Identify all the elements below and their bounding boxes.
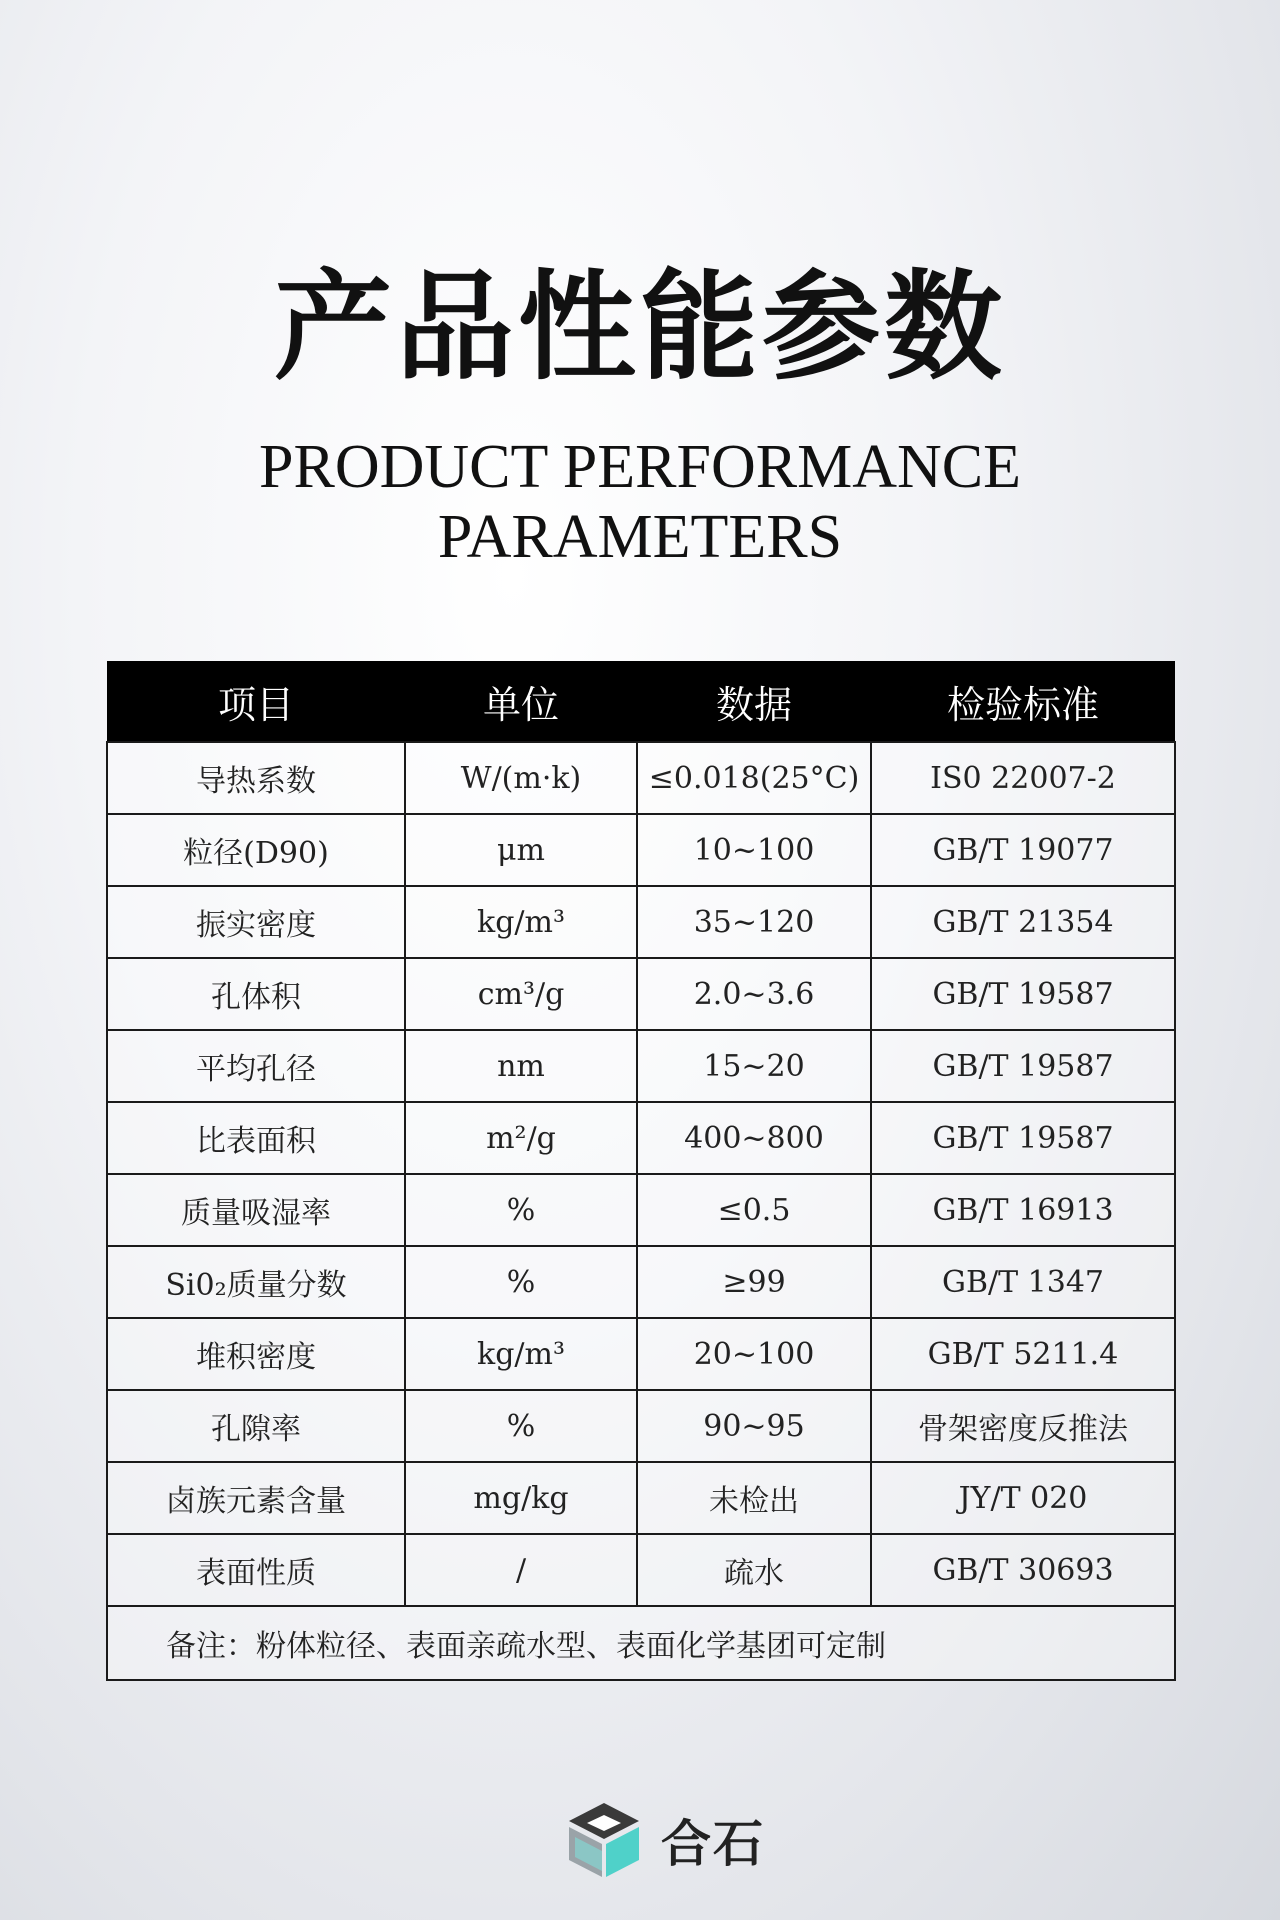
cell-standard: GB/T 16913	[871, 1174, 1175, 1246]
cell-data: 15~20	[637, 1030, 871, 1102]
cell-item: 导热系数	[107, 742, 405, 814]
table-note: 备注：粉体粒径、表面亲疏水型、表面化学基团可定制	[107, 1606, 1175, 1680]
header-unit: 单位	[405, 661, 637, 742]
cell-standard: GB/T 1347	[871, 1246, 1175, 1318]
cell-data: ≤0.5	[637, 1174, 871, 1246]
table-note-row	[107, 1606, 1175, 1680]
cell-unit: %	[405, 1246, 637, 1318]
cell-item: 平均孔径	[107, 1030, 405, 1102]
cell-item: Si0₂质量分数	[107, 1246, 405, 1318]
cell-unit: μm	[405, 814, 637, 886]
table-row	[107, 1246, 1175, 1318]
cell-data: 400~800	[637, 1102, 871, 1174]
cell-standard: GB/T 21354	[871, 886, 1175, 958]
header-standard: 检验标准	[871, 661, 1175, 742]
cell-unit: W/(m·k)	[405, 742, 637, 814]
cell-unit: kg/m³	[405, 1318, 637, 1390]
cell-item: 孔隙率	[107, 1390, 405, 1462]
header-item: 项目	[107, 661, 405, 742]
cell-unit: cm³/g	[405, 958, 637, 1030]
cell-standard: 骨架密度反推法	[871, 1390, 1175, 1462]
cell-item: 孔体积	[107, 958, 405, 1030]
table-row	[107, 1462, 1175, 1534]
page-title-cn: 产品性能参数	[273, 257, 1006, 396]
table-row	[107, 1030, 1175, 1102]
cell-standard: IS0 22007-2	[871, 742, 1175, 814]
table-row	[107, 1534, 1175, 1606]
table-row	[107, 742, 1175, 814]
table-row	[107, 886, 1175, 958]
cell-data: 10~100	[637, 814, 871, 886]
cell-data: 未检出	[637, 1462, 871, 1534]
cube-logo-icon	[565, 1801, 643, 1879]
table-row	[107, 958, 1175, 1030]
table-row	[107, 1318, 1175, 1390]
cell-data: 20~100	[637, 1318, 871, 1390]
table-body	[107, 742, 1175, 1680]
page-title-en-line2: PARAMETERS	[437, 503, 843, 571]
table-header-row	[107, 661, 1175, 742]
table-row	[107, 1174, 1175, 1246]
cell-data: 疏水	[637, 1534, 871, 1606]
cell-item: 卤族元素含量	[107, 1462, 405, 1534]
cell-item: 比表面积	[107, 1102, 405, 1174]
cell-data: 90~95	[637, 1390, 871, 1462]
cell-standard: GB/T 5211.4	[871, 1318, 1175, 1390]
cell-item: 表面性质	[107, 1534, 405, 1606]
brand-logo	[565, 1800, 765, 1880]
table-row	[107, 1102, 1175, 1174]
spec-table	[106, 661, 1176, 1681]
cell-standard: JY/T 020	[871, 1462, 1175, 1534]
header-data: 数据	[637, 661, 871, 742]
cell-unit: %	[405, 1174, 637, 1246]
cell-unit: /	[405, 1534, 637, 1606]
cell-standard: GB/T 19587	[871, 1030, 1175, 1102]
cell-item: 粒径(D90)	[107, 814, 405, 886]
logo-text: 合石	[661, 1815, 765, 1873]
cell-standard: GB/T 19587	[871, 958, 1175, 1030]
cell-unit: nm	[405, 1030, 637, 1102]
cell-data: 35~120	[637, 886, 871, 958]
cell-item: 堆积密度	[107, 1318, 405, 1390]
cell-unit: m²/g	[405, 1102, 637, 1174]
table-row	[107, 814, 1175, 886]
page-title-en	[0, 432, 1280, 572]
page-title-en-line1: PRODUCT PERFORMANCE	[259, 433, 1021, 501]
cell-standard: GB/T 19587	[871, 1102, 1175, 1174]
cell-data: ≤0.018(25°C)	[637, 742, 871, 814]
cell-item: 质量吸湿率	[107, 1174, 405, 1246]
cell-unit: mg/kg	[405, 1462, 637, 1534]
cell-item: 振实密度	[107, 886, 405, 958]
cell-data: ≥99	[637, 1246, 871, 1318]
cell-standard: GB/T 30693	[871, 1534, 1175, 1606]
cell-data: 2.0~3.6	[637, 958, 871, 1030]
table-row	[107, 1390, 1175, 1462]
cell-unit: %	[405, 1390, 637, 1462]
cell-unit: kg/m³	[405, 886, 637, 958]
cell-standard: GB/T 19077	[871, 814, 1175, 886]
